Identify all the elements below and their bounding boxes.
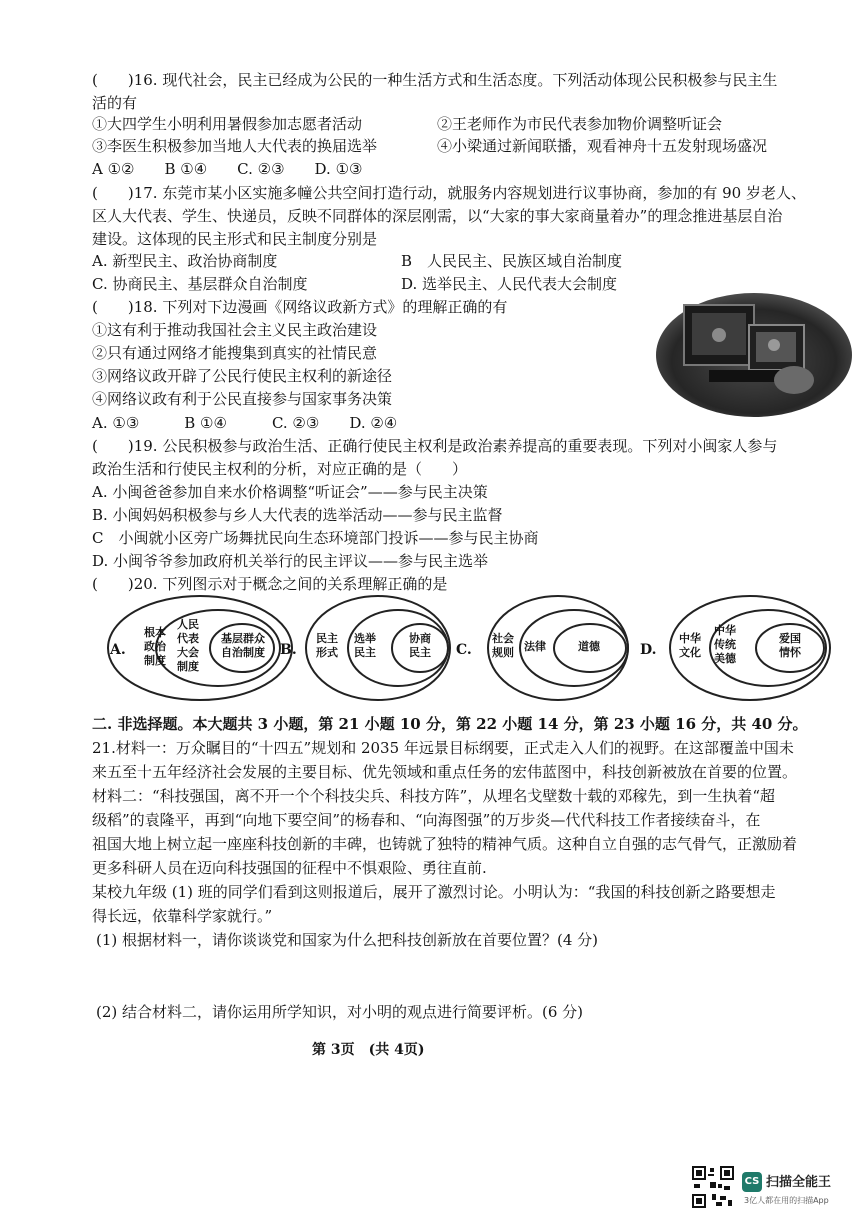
qr-code-icon (692, 1166, 734, 1208)
diagram-c-middle-label: 法律 (524, 640, 546, 653)
q17-stem-cont-1: 区人大代表、学生、快递员，反映不同群体的深层刚需，以“大家的事大家商量着办”的理念推进基层自治 (92, 207, 783, 225)
q17-option-a: A. 新型民主、政治协商制度 (92, 252, 278, 270)
q18-option-2: ②只有通过网络才能搜集到真实的社情民意 (92, 344, 378, 362)
q16-option-3: ③李医生积极参加当地人大代表的换届选举 (92, 137, 378, 155)
diagram-d-letter: D. (640, 642, 657, 658)
page-number: 第 3页 (共 4页) (312, 1042, 425, 1058)
q17-option-c: C. 协商民主、基层群众自治制度 (92, 275, 308, 293)
q17-stem-cont-2: 建设。这体现的民主形式和民主制度分别是 (92, 230, 378, 248)
q19-option-d: D. 小闽爷爷参加政府机关举行的民主评议——参与民主选举 (92, 552, 489, 570)
concept-diagrams (100, 592, 840, 707)
q21-material2-line1: 材料二：“科技强国，离不开一个个科技尖兵、科技方阵”，从埋名戈壁数十载的邓稼先，到一生执着“超 (92, 787, 776, 805)
diagram-d-middle-label: 中华传统美德 (714, 624, 736, 665)
diagram-a-letter: A. (110, 642, 126, 658)
q21-material2-line3: 祖国大地上树立起一座座科技创新的丰碑，也铸就了独特的精神气质。这种自立自强的志气骨气，正激励着 (92, 835, 798, 853)
q17-option-b: B 人民民主、民族区域自治制度 (401, 252, 623, 270)
diagram-b-middle-label: 选举民主 (354, 632, 376, 659)
q21-subquestion-1: (1) 根据材料一，请你谈谈党和国家为什么把科技创新放在首要位置？(4 分) (96, 931, 599, 949)
q16-option-1: ①大四学生小明利用暑假参加志愿者活动 (92, 115, 363, 133)
q17-stem: ( )17. 东莞市某小区实施多幢公共空间打造行动，就服务内容规划进行议事协商，参加的有 90 岁老人、 (92, 184, 806, 202)
q21-material2-line4: 更多科研人员在迈向科技强国的征程中不惧艰险、勇往直前. (92, 859, 487, 877)
q21-subquestion-2: (2) 结合材料二，请你运用所学知识，对小明的观点进行简要评析。(6 分) (96, 1003, 584, 1021)
q16-stem-cont: 活的有 (92, 94, 138, 112)
q18-option-4: ④网络议政有利于公民直接参与国家事务决策 (92, 390, 393, 408)
q19-stem-cont: 政治生活和行使民主权利的分析，对应正确的是（ ） (92, 460, 468, 478)
diagram-c-inner-label: 道德 (578, 640, 600, 653)
scanner-watermark (692, 1166, 852, 1216)
diagram-d-inner-label: 爱国情怀 (779, 632, 801, 659)
scanner-app-name: 扫描全能王 (766, 1175, 832, 1190)
q16-stem: ( )16. 现代社会，民主已经成为公民的一种生活方式和生活态度。下列活动体现公民积极参与民主生 (92, 71, 778, 89)
cartoon-image (654, 285, 854, 420)
q17-option-d: D. 选举民主、人民代表大会制度 (401, 275, 618, 293)
q20-stem: ( )20. 下列图示对于概念之间的关系理解正确的是 (92, 575, 448, 593)
diagram-b-inner-label: 协商民主 (409, 632, 431, 659)
q19-stem: ( )19. 公民积极参与政治生活、正确行使民主权利是政治素养提高的重要表现。下列对小闽家人参与 (92, 437, 778, 455)
q19-option-c: C 小闽就小区旁广场舞扰民向生态环境部门投诉——参与民主协商 (92, 529, 539, 547)
diagram-b-letter: B. (280, 642, 297, 658)
diagram-b-outer-label: 民主形式 (316, 632, 338, 659)
q16-option-4: ④小梁通过新闻联播，观看神舟十五发射现场盛况 (437, 137, 768, 155)
q18-option-1: ①这有利于推动我国社会主义民主政治建设 (92, 321, 378, 339)
diagram-a-middle-label: 人民代表大会制度 (177, 618, 199, 673)
diagram-c-outer-label: 社会规则 (492, 632, 514, 659)
scanner-tagline: 3亿人都在用的扫描App (744, 1196, 829, 1205)
q16-choices: A ①② B ①④ C. ②③ D. ①③ (92, 160, 363, 178)
q18-option-3: ③网络议政开辟了公民行使民主权利的新途径 (92, 367, 393, 385)
diagram-a-inner-label: 基层群众自治制度 (221, 632, 265, 659)
q21-context-line1: 某校九年级 (1) 班的同学们看到这则报道后，展开了激烈讨论。小明认为：“我国的科技创新之路要想走 (92, 883, 776, 901)
q18-stem: ( )18. 下列对下边漫画《网络议政新方式》的理解正确的有 (92, 298, 508, 316)
diagram-c-letter: C. (456, 642, 472, 658)
q19-option-b: B. 小闽妈妈积极参与乡人大代表的选举活动——参与民主监督 (92, 506, 503, 524)
q21-material1-line2: 来五至十五年经济社会发展的主要目标、优先领域和重点任务的宏伟蓝图中，科技创新被放在首要的位置。 (92, 763, 798, 781)
q21-material2-line2: 级稻”的袁隆平，再到“向地下要空间”的杨春和、“向海图强”的万步炎—代代科技工作者接续奋斗，在 (92, 811, 761, 829)
q19-option-a: A. 小闽爸爸参加自来水价格调整“听证会”——参与民主决策 (92, 483, 488, 501)
q21-material1-line1: 21.材料一：万众瞩目的“十四五”规划和 2035 年远景目标纲要，正式走入人们的视野。在这部覆盖中国未 (92, 739, 794, 757)
diagram-a-outer-label: 根本政治制度 (144, 626, 166, 667)
q16-option-2: ②王老师作为市民代表参加物价调整听证会 (437, 115, 723, 133)
section2-heading: 二. 非选择题。本大题共 3 小题，第 21 小题 10 分，第 22 小题 14 分，第 23 小题 16 分，共 40 分。 (92, 715, 808, 733)
q18-choices: A. ①③ B ①④ C. ②③ D. ②④ (92, 414, 398, 432)
scanner-logo-icon: CS (742, 1172, 762, 1192)
diagram-d-outer-label: 中华文化 (679, 632, 701, 659)
q21-context-line2: 得长远，依靠科学家就行。” (92, 907, 273, 925)
